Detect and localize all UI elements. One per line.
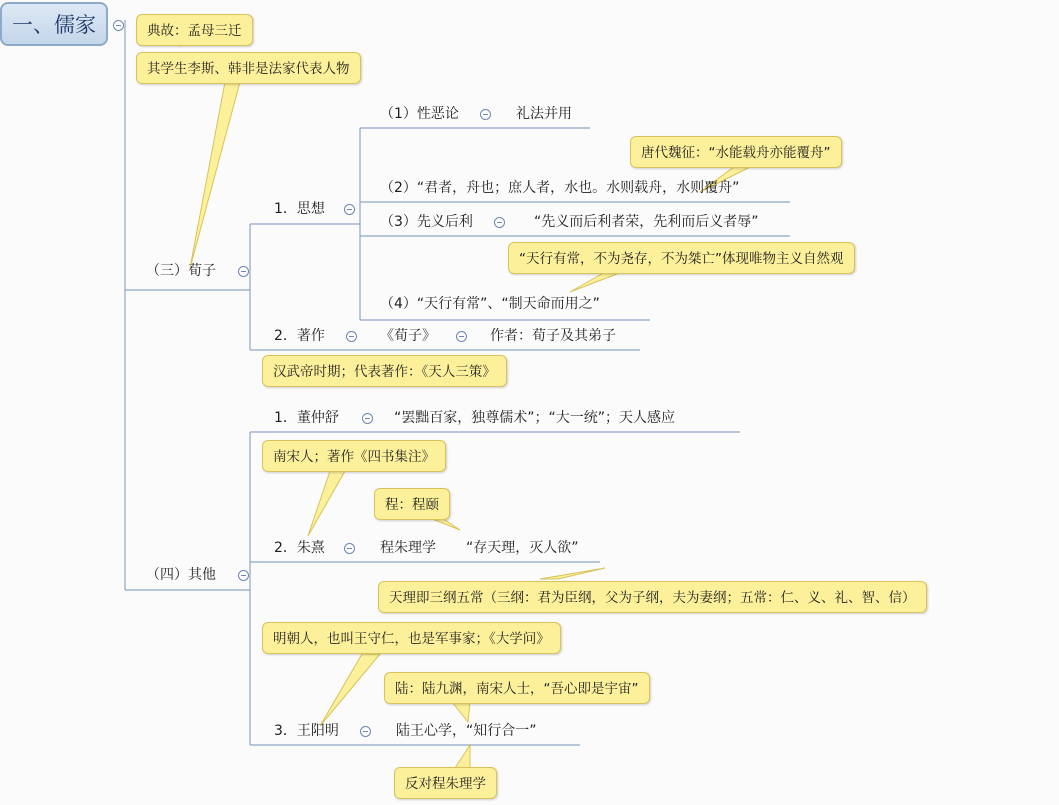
collapse-icon[interactable]: [360, 726, 371, 737]
topic-wang[interactable]: 3．王阳明: [274, 723, 339, 739]
collapse-icon[interactable]: [113, 20, 124, 31]
collapse-icon[interactable]: [238, 570, 249, 581]
item-junzhe[interactable]: （2）“君者，舟也；庶人者，水也。水则载舟，水则覆舟”: [380, 180, 740, 196]
item-xingelun[interactable]: （1）性恶论: [380, 106, 459, 122]
note-zhu[interactable]: 南宋人；著作《四书集注》: [262, 440, 446, 472]
collapse-icon[interactable]: [238, 266, 249, 277]
collapse-icon[interactable]: [456, 331, 467, 342]
note-students[interactable]: 其学生李斯、韩非是法家代表人物: [136, 52, 361, 84]
note-tianxing[interactable]: “天行有常，不为尧存，不为桀亡”体现唯物主义自然观: [508, 242, 855, 274]
item-author[interactable]: 作者：荀子及其弟子: [490, 328, 616, 344]
topic-xunzi[interactable]: （三）荀子: [146, 263, 216, 279]
topic-dong[interactable]: 1．董仲舒: [274, 410, 339, 426]
note-fandui[interactable]: 反对程朱理学: [394, 767, 497, 799]
note-lu[interactable]: 陆：陆九渊，南宋人士，“吾心即是宇宙”: [384, 672, 650, 704]
topic-zhu[interactable]: 2．朱熹: [274, 540, 325, 556]
item-lifa[interactable]: 礼法并用: [516, 106, 572, 122]
collapse-icon[interactable]: [362, 413, 373, 424]
item-cuntianli[interactable]: “存天理，灭人欲”: [466, 540, 579, 556]
note-cheng[interactable]: 程：程颐: [374, 488, 450, 520]
item-xianyi-quote[interactable]: “先义而后利者荣，先利而后义者辱”: [534, 214, 759, 230]
note-sangang[interactable]: 天理即三纲五常（三纲：君为臣纲，父为子纲，夫为妻纲；五常：仁、义、礼、智、信）: [378, 581, 927, 613]
collapse-icon[interactable]: [480, 109, 491, 120]
collapse-icon[interactable]: [344, 543, 355, 554]
note-wang[interactable]: 明朝人，也叫王守仁，也是军事家；《大学问》: [262, 622, 561, 654]
note-mengmu[interactable]: 典故：孟母三迁: [136, 14, 253, 46]
collapse-icon[interactable]: [494, 217, 505, 228]
note-weizheng[interactable]: 唐代魏征：“水能载舟亦能覆舟”: [630, 136, 842, 168]
topic-sixiang[interactable]: 1．思想: [274, 201, 325, 217]
collapse-icon[interactable]: [346, 331, 357, 342]
collapse-icon[interactable]: [344, 204, 355, 215]
note-dong[interactable]: 汉武帝时期；代表著作：《天人三策》: [262, 355, 507, 387]
item-tianxing[interactable]: （4）“天行有常”、“制天命而用之”: [380, 296, 600, 312]
topic-qita[interactable]: （四）其他: [146, 567, 216, 583]
item-xianyi[interactable]: （3）先义后利: [380, 214, 473, 230]
topic-zhuzuo[interactable]: 2．著作: [274, 328, 325, 344]
item-chengzhu[interactable]: 程朱理学: [380, 540, 436, 556]
item-luwang[interactable]: 陆王心学，“知行合一”: [396, 723, 537, 739]
item-dong-ideas[interactable]: “罢黜百家，独尊儒术”；“大一统”；天人感应: [394, 410, 676, 426]
root-node[interactable]: 一、儒家: [0, 2, 108, 46]
item-book[interactable]: 《荀子》: [380, 328, 436, 344]
